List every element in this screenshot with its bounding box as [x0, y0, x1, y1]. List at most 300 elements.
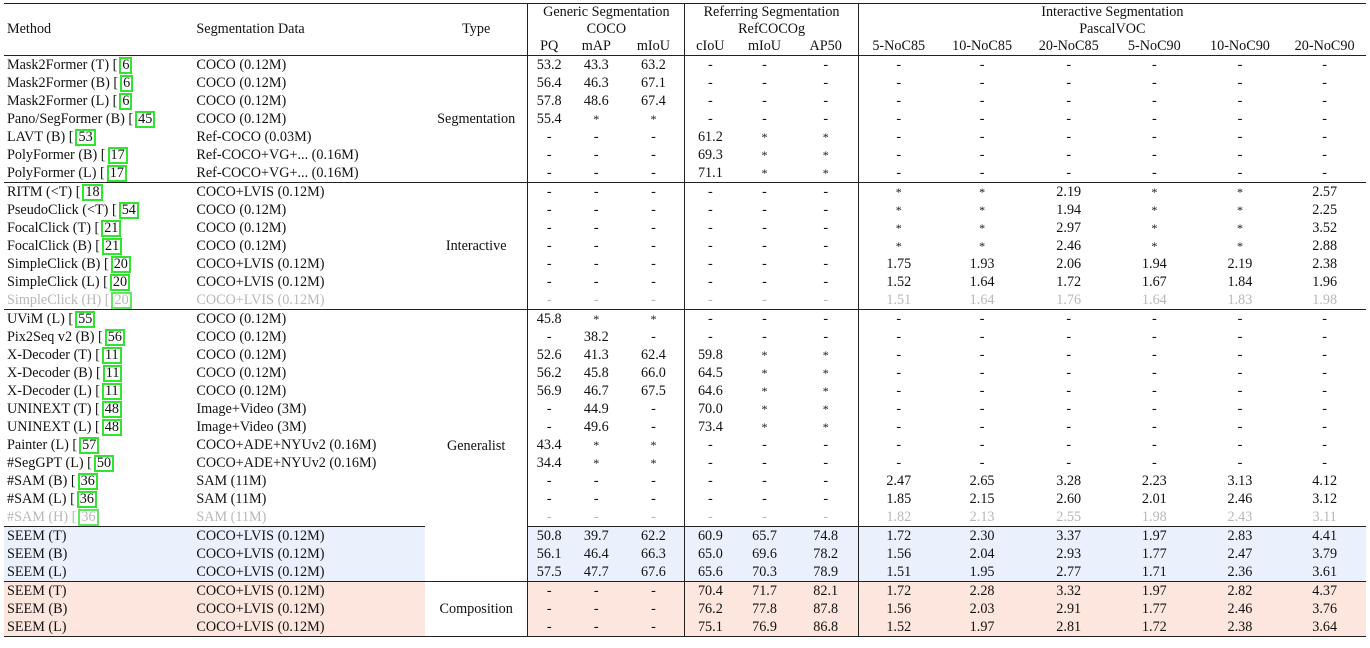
- method-cell: [4, 618, 193, 637]
- type-label: Segmentation: [437, 111, 516, 127]
- metric-value: 4.37: [1283, 582, 1366, 601]
- metric-value: -: [528, 183, 570, 202]
- metric-value: 1.98: [1312, 292, 1338, 308]
- method-cell: SimpleClick (B) [ 20: [4, 255, 193, 273]
- segmentation-data-cell: COCO+ADE+NYUv2 (0.16M): [196, 437, 377, 453]
- citation-link[interactable]: 48: [102, 419, 122, 436]
- metric-value: 78.9: [794, 563, 858, 582]
- metric-value: 1.94: [1141, 256, 1167, 272]
- metric-value: -: [1322, 129, 1327, 145]
- method-cell: #SAM (H) [ 36: [4, 508, 193, 527]
- method-cell: [4, 600, 193, 618]
- metric-value: -: [1322, 165, 1327, 181]
- method-name: Pano/SegFormer (B): [7, 111, 125, 127]
- citation-link[interactable]: 36: [78, 509, 98, 526]
- results-table: [4, 3, 1366, 637]
- metric-value: 3.76: [1283, 600, 1366, 618]
- metric-value: 34.4: [528, 454, 570, 472]
- metric-value: *: [858, 183, 939, 202]
- citation-link[interactable]: 6: [120, 75, 133, 92]
- metric-value: -: [735, 183, 793, 202]
- method-cell: LAVT (B) [ 53: [4, 128, 193, 146]
- metric-value: 43.4: [528, 436, 570, 454]
- metric-value: 64.5: [685, 364, 735, 382]
- metric-value: -: [1237, 437, 1243, 453]
- table-row: [4, 201, 1366, 219]
- table-row: [4, 418, 1366, 436]
- metric-value: 64.6: [685, 382, 735, 400]
- metric-value: 2.55: [1056, 509, 1082, 525]
- metric-value: -: [1066, 347, 1072, 363]
- method-name: UNINEXT (T): [7, 401, 92, 417]
- citation-link[interactable]: 55: [75, 311, 95, 328]
- metric-value: -: [762, 111, 767, 127]
- table-row: [4, 400, 1366, 418]
- metric-value: -: [1151, 455, 1157, 471]
- metric-value: -: [858, 400, 939, 418]
- metric-value: -: [858, 382, 939, 400]
- type-cell-interactive: [425, 183, 528, 310]
- metric-value: 4.41: [1283, 527, 1366, 546]
- citation-link[interactable]: 18: [82, 184, 102, 201]
- metric-value: 3.32: [1025, 582, 1112, 601]
- metric-header-generic-0: PQ: [528, 38, 570, 56]
- method-name: LAVT (B): [7, 129, 66, 145]
- segmentation-data-cell: COCO+LVIS (0.12M): [193, 582, 425, 601]
- metric-value: 47.7: [570, 563, 622, 582]
- metric-value: -: [1322, 419, 1327, 435]
- metric-value: -: [1283, 56, 1366, 75]
- metric-value: *: [593, 112, 600, 126]
- metric-value: -: [1151, 383, 1157, 399]
- metric-value: 65.0: [685, 545, 735, 563]
- citation-link[interactable]: 54: [119, 202, 139, 219]
- metric-value: -: [1066, 75, 1072, 91]
- metric-value: -: [858, 92, 939, 110]
- metric-value: 75.1: [685, 618, 735, 637]
- metric-value: -: [528, 618, 570, 637]
- metric-value: -: [570, 618, 622, 637]
- citation-link[interactable]: 50: [94, 455, 114, 472]
- metric-value: *: [822, 420, 829, 434]
- metric-value: -: [685, 490, 735, 508]
- metric-value: *: [1236, 239, 1243, 253]
- metric-value: 1.75: [858, 255, 939, 273]
- table-row: [4, 219, 1366, 237]
- method-name: SEEM (T): [7, 583, 67, 599]
- metric-value: 4.12: [1312, 473, 1338, 489]
- citation-link[interactable]: 57: [79, 437, 99, 454]
- metric-value: 70.0: [685, 400, 735, 418]
- metric-value: 1.94: [1056, 202, 1082, 218]
- metric-value: -: [735, 310, 793, 329]
- segmentation-data-cell: COCO (0.12M): [193, 310, 425, 329]
- method-name: Mask2Former (B): [7, 75, 110, 91]
- metric-value: 1.98: [1141, 509, 1167, 525]
- method-name: SEEM (L): [7, 619, 67, 635]
- method-cell: UNINEXT (T) [ 48: [4, 400, 193, 418]
- metric-value: 48.6: [583, 93, 609, 109]
- metric-value: *: [761, 348, 768, 362]
- segmentation-data-cell: COCO (0.12M): [196, 111, 287, 127]
- metric-value: -: [1237, 75, 1243, 91]
- metric-value: *: [858, 219, 939, 237]
- metric-value: -: [1151, 365, 1157, 381]
- metric-value: 1.51: [858, 563, 939, 582]
- metric-value: 67.5: [641, 383, 666, 399]
- segmentation-data-cell: COCO (0.12M): [196, 93, 287, 109]
- method-name: #SAM (B): [7, 473, 68, 489]
- metric-value: -: [1322, 93, 1327, 109]
- metric-value: -: [858, 328, 939, 346]
- method-name: SEEM (B): [7, 601, 68, 617]
- metric-value: 3.52: [1312, 220, 1338, 236]
- citation-link[interactable]: 6: [119, 93, 132, 110]
- metric-value: -: [528, 400, 570, 418]
- metric-value: -: [1197, 310, 1284, 329]
- metric-value: -: [593, 473, 599, 489]
- metric-value: 2.57: [1283, 183, 1366, 202]
- metric-value: *: [622, 310, 684, 329]
- metric-value: *: [1236, 221, 1243, 235]
- method-cell: UNINEXT (L) [ 48: [4, 418, 193, 436]
- table-row: [4, 183, 1366, 202]
- metric-value: 1.83: [1227, 292, 1253, 308]
- citation-link[interactable]: 17: [108, 147, 128, 164]
- metric-value: *: [822, 166, 829, 180]
- metric-value: -: [1237, 129, 1243, 145]
- metric-value: -: [685, 436, 735, 454]
- citation-link[interactable]: 6: [119, 57, 132, 74]
- metric-value: -: [685, 110, 735, 128]
- metric-value: -: [823, 111, 829, 127]
- metric-value: -: [685, 237, 735, 255]
- metric-value: -: [762, 292, 767, 308]
- metric-value: -: [858, 74, 939, 92]
- metric-value: *: [650, 112, 657, 126]
- citation-link[interactable]: 20: [111, 256, 131, 273]
- metric-header-interactive-2: 20-NoC85: [1038, 38, 1099, 54]
- metric-value: 71.7: [735, 582, 793, 601]
- metric-value: 1.56: [858, 545, 939, 563]
- metric-value: 57.8: [528, 92, 570, 110]
- metric-value: 1.97: [1112, 527, 1197, 546]
- metric-value: 1.64: [1141, 292, 1167, 308]
- method-cell: [4, 545, 193, 563]
- metric-value: 1.52: [858, 618, 939, 637]
- metric-value: 2.43: [1227, 509, 1253, 525]
- metric-value: 2.46: [1227, 491, 1253, 507]
- header-row-task: [4, 4, 1366, 22]
- method-name: X-Decoder (B): [7, 365, 93, 381]
- table-row: [4, 92, 1366, 110]
- citation-link[interactable]: 36: [77, 491, 97, 508]
- metric-value: 62.2: [622, 527, 684, 546]
- metric-value: 2.88: [1312, 238, 1338, 254]
- table-row: [4, 490, 1366, 508]
- citation-link[interactable]: 53: [75, 129, 95, 146]
- metric-value: -: [685, 291, 735, 310]
- segmentation-data-cell: COCO (0.12M): [196, 365, 287, 381]
- metric-value: 49.6: [583, 419, 609, 435]
- metric-value: 77.8: [735, 600, 793, 618]
- segmentation-data-cell: COCO (0.12M): [196, 220, 287, 236]
- metric-value: -: [762, 437, 767, 453]
- metric-value: -: [1237, 401, 1243, 417]
- metric-value: -: [1237, 347, 1243, 363]
- col-data-header: Segmentation Data: [196, 21, 305, 37]
- segmentation-data-cell: COCO+LVIS (0.12M): [196, 292, 325, 308]
- metric-value: 3.37: [1025, 527, 1112, 546]
- metric-value: -: [1066, 455, 1072, 471]
- metric-value: -: [823, 437, 829, 453]
- metric-value: 2.38: [1312, 256, 1338, 272]
- metric-value: *: [761, 366, 768, 380]
- metric-value: -: [685, 219, 735, 237]
- segmentation-data-cell: COCO+LVIS (0.12M): [193, 527, 425, 546]
- segmentation-data-cell: COCO+LVIS (0.12M): [193, 600, 425, 618]
- metric-value: -: [651, 256, 656, 272]
- metric-value: -: [1237, 111, 1243, 127]
- metric-value: -: [651, 238, 656, 254]
- method-name: Mask2Former (T): [7, 57, 110, 73]
- metric-value: -: [1237, 329, 1243, 345]
- method-cell: #SegGPT (L) [ 50: [4, 454, 193, 472]
- metric-value: -: [1066, 401, 1072, 417]
- citation-link[interactable]: 20: [110, 274, 130, 291]
- method-name: SimpleClick (H): [7, 292, 102, 308]
- method-name: PolyFormer (L): [7, 165, 97, 181]
- segmentation-data-cell: COCO+LVIS (0.12M): [193, 563, 425, 582]
- method-cell: [4, 563, 193, 582]
- metric-value: -: [1066, 93, 1072, 109]
- metric-value: 1.97: [1112, 582, 1197, 601]
- metric-value: 2.04: [939, 545, 1026, 563]
- table-row: [4, 364, 1366, 382]
- metric-value: -: [858, 56, 939, 75]
- metric-value: -: [622, 183, 684, 202]
- metric-value: 76.9: [735, 618, 793, 637]
- citation-link[interactable]: 20: [111, 292, 131, 309]
- metric-value: -: [823, 256, 829, 272]
- metric-value: -: [1151, 347, 1157, 363]
- metric-value: -: [1197, 56, 1284, 75]
- metric-value: -: [570, 600, 622, 618]
- metric-value: 67.1: [641, 75, 666, 91]
- metric-value: -: [979, 347, 985, 363]
- metric-value: -: [762, 220, 767, 236]
- metric-value: -: [979, 365, 985, 381]
- metric-value: -: [979, 165, 985, 181]
- metric-value: 2.15: [969, 491, 995, 507]
- metric-value: 39.7: [570, 527, 622, 546]
- method-name: RITM (<T): [7, 184, 73, 200]
- metric-value: 1.72: [858, 582, 939, 601]
- metric-header-generic-2: mIoU: [636, 38, 670, 54]
- metric-value: *: [979, 203, 986, 217]
- method-name: SimpleClick (B): [7, 256, 101, 272]
- metric-value: -: [794, 56, 858, 75]
- group-interactive-task: Interactive Segmentation: [858, 4, 1366, 22]
- type-cell-generalist: [425, 310, 528, 582]
- metric-value: 57.5: [528, 563, 570, 582]
- metric-value: *: [761, 148, 768, 162]
- method-name: #SAM (L): [7, 491, 67, 507]
- metric-value: -: [1322, 75, 1327, 91]
- metric-value: 52.6: [528, 346, 570, 364]
- method-cell: Mask2Former (L) [ 6: [4, 92, 193, 110]
- metric-value: 1.64: [969, 274, 995, 290]
- metric-header-interactive-0: 5-NoC85: [858, 38, 939, 56]
- metric-value: 56.2: [528, 364, 570, 382]
- method-cell: SimpleClick (H) [ 20: [4, 291, 193, 310]
- metric-value: 2.46: [1197, 600, 1284, 618]
- metric-value: -: [593, 220, 599, 236]
- metric-value: 2.46: [1056, 238, 1082, 254]
- citation-link[interactable]: 17: [107, 165, 127, 182]
- table-row: [4, 600, 1366, 618]
- metric-value: -: [528, 490, 570, 508]
- metric-value: 1.95: [939, 563, 1026, 582]
- table-row: [4, 110, 1366, 128]
- metric-value: -: [570, 183, 622, 202]
- metric-value: -: [685, 454, 735, 472]
- metric-value: -: [593, 129, 599, 145]
- table-row: [4, 310, 1366, 329]
- metric-value: 2.82: [1197, 582, 1284, 601]
- metric-value: -: [593, 238, 599, 254]
- method-cell: Mask2Former (B) [ 6: [4, 74, 193, 92]
- metric-value: -: [528, 273, 570, 291]
- citation-link[interactable]: 48: [102, 401, 122, 418]
- citation-link[interactable]: 21: [101, 220, 121, 237]
- metric-value: -: [1151, 93, 1157, 109]
- method-cell: [4, 582, 193, 601]
- method-name: FocalClick (T): [7, 220, 91, 236]
- metric-value: -: [858, 310, 939, 329]
- metric-value: -: [858, 418, 939, 436]
- type-cell-segmentation: [425, 56, 528, 183]
- citation-link[interactable]: 11: [102, 383, 122, 400]
- table-row: [4, 273, 1366, 291]
- metric-value: -: [651, 292, 656, 308]
- metric-value: *: [650, 438, 657, 452]
- citation-link[interactable]: 36: [78, 473, 98, 490]
- metric-value: -: [651, 165, 656, 181]
- metric-value: *: [858, 201, 939, 219]
- metric-value: *: [761, 402, 768, 416]
- metric-value: -: [979, 147, 985, 163]
- metric-value: -: [823, 202, 829, 218]
- metric-value: *: [1151, 221, 1158, 235]
- metric-value: 2.77: [1025, 563, 1112, 582]
- metric-value: *: [822, 148, 829, 162]
- metric-value: *: [858, 237, 939, 255]
- metric-value: -: [1066, 383, 1072, 399]
- method-name: SEEM (L): [7, 564, 67, 580]
- metric-value: -: [1237, 93, 1243, 109]
- metric-value: 3.13: [1227, 473, 1253, 489]
- metric-value: -: [1237, 383, 1243, 399]
- metric-value: -: [979, 419, 985, 435]
- metric-value: 1.76: [1056, 292, 1082, 308]
- metric-value: *: [822, 348, 829, 362]
- citation-link[interactable]: 11: [102, 347, 122, 364]
- segmentation-data-cell: COCO (0.12M): [196, 238, 287, 254]
- metric-value: 2.93: [1025, 545, 1112, 563]
- metric-value: -: [762, 202, 767, 218]
- metric-value: -: [1151, 129, 1157, 145]
- segmentation-data-cell: Ref-COCO+VG+... (0.16M): [196, 147, 359, 163]
- metric-value: 66.3: [622, 545, 684, 563]
- table-row: [4, 508, 1366, 527]
- metric-value: 1.93: [969, 256, 995, 272]
- type-label: Generalist: [447, 438, 506, 454]
- metric-value: -: [1151, 419, 1157, 435]
- method-name: #SegGPT (L): [7, 455, 84, 471]
- metric-value: 56.9: [528, 382, 570, 400]
- metric-value: 1.96: [1312, 274, 1338, 290]
- metric-value: 1.72: [858, 527, 939, 546]
- metric-value: -: [528, 508, 570, 527]
- citation-link[interactable]: 45: [135, 111, 155, 128]
- metric-value: -: [762, 509, 767, 525]
- metric-value: 74.8: [794, 527, 858, 546]
- metric-value: *: [1151, 203, 1158, 217]
- segmentation-data-cell: COCO+LVIS (0.12M): [193, 618, 425, 637]
- segmentation-data-cell: COCO+ADE+NYUv2 (0.16M): [196, 455, 377, 471]
- metric-value: 76.2: [685, 600, 735, 618]
- citation-link[interactable]: 21: [102, 238, 122, 255]
- table-row: [4, 527, 1366, 546]
- metric-value: -: [979, 129, 985, 145]
- metric-value: *: [761, 420, 768, 434]
- segmentation-data-cell: SAM (11M): [196, 473, 267, 489]
- metric-value: *: [939, 183, 1026, 202]
- metric-value: -: [1112, 310, 1197, 329]
- metric-value: -: [593, 256, 599, 272]
- type-label: Interactive: [445, 238, 507, 254]
- metric-value: -: [1322, 347, 1327, 363]
- metric-value: 1.52: [858, 273, 939, 291]
- metric-value: -: [622, 600, 684, 618]
- segmentation-data-cell: Ref-COCO+VG+... (0.16M): [196, 165, 359, 181]
- metric-header-referring-2: AP50: [809, 38, 842, 54]
- metric-value: 3.61: [1283, 563, 1366, 582]
- metric-value: 78.2: [794, 545, 858, 563]
- metric-value: 2.47: [1197, 545, 1284, 563]
- type-cell-composition: [425, 582, 528, 637]
- method-name: Painter (L): [7, 437, 69, 453]
- group-generic-task: Generic Segmentation: [528, 4, 685, 22]
- metric-value: -: [685, 255, 735, 273]
- metric-value: -: [622, 618, 684, 637]
- metric-value: -: [1066, 437, 1072, 453]
- metric-value: -: [823, 455, 829, 471]
- metric-value: -: [823, 292, 829, 308]
- metric-value: -: [528, 291, 570, 310]
- metric-value: -: [622, 582, 684, 601]
- metric-value: -: [593, 147, 599, 163]
- method-cell: X-Decoder (B) [ 11: [4, 364, 193, 382]
- metric-value: -: [794, 310, 858, 329]
- metric-value: -: [593, 165, 599, 181]
- metric-value: *: [979, 239, 986, 253]
- metric-value: 53.2: [528, 56, 570, 75]
- citation-link[interactable]: 56: [105, 329, 125, 346]
- metric-value: -: [651, 274, 656, 290]
- citation-link[interactable]: 11: [103, 365, 123, 382]
